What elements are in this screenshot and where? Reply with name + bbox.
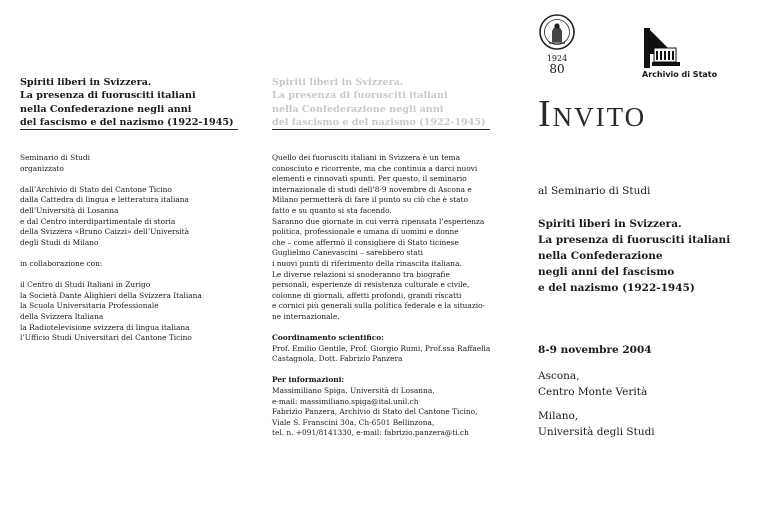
archive-label: Archivio di Stato <box>642 70 718 79</box>
text-line: della Svizzera «Bruno Caizzi» dell’Università <box>20 227 190 237</box>
text-line: conosciuto e ricorrente, ma che continua a darci nuovi <box>272 163 478 173</box>
text-line: colonne di giornali, affetti profondi, grandi riscatti <box>272 290 462 300</box>
text-line: tel. n. +091/8141330, e-mail: fabrizio.panzera@ti.ch <box>272 428 469 438</box>
spacer <box>272 365 490 376</box>
divider-rule <box>20 129 238 130</box>
coordination-heading: Coordinamento scientifico: <box>272 333 384 343</box>
text-line: in collaborazione con: <box>20 258 103 268</box>
anniversary-year: 1924 <box>546 54 568 63</box>
venue-place: Centro Monte Verità <box>538 386 648 398</box>
university-seal-logo <box>538 12 576 54</box>
info-heading: Per informazioni: <box>272 375 345 385</box>
text-line: dalla Cattedra di lingua e letteratura italiana <box>20 195 189 205</box>
seminar-title-faded <box>272 76 492 130</box>
title-line: La presenza di fuorusciti italiani <box>20 90 196 102</box>
text-line: Fabrizio Panzera, Archivio di Stato del Cantone Ticino, <box>272 407 478 417</box>
text-line: Quello dei fuorusciti italiani in Svizzera è un tema <box>272 153 460 162</box>
divider-rule <box>272 129 490 130</box>
middle-panel <box>272 0 492 515</box>
text-line: e cornici più generali sulla politica federale e la situazio- <box>272 301 486 311</box>
text-line: e dal Centro interdipartimentale di storia <box>20 216 176 226</box>
text-line: degli Studi di Milano <box>20 237 99 247</box>
text-line: elementi e rinnovati spunti. Per questo, il seminario <box>272 174 467 184</box>
spacer <box>20 248 202 259</box>
text-line: che – come affermò il consigliere di Stato ticinese <box>272 237 459 247</box>
spacer <box>20 174 202 185</box>
text-line: il Centro di Studi Italiani in Zurigo <box>20 280 151 290</box>
title-line: del fascismo e del nazismo (1922-1945) <box>272 117 486 129</box>
title-line: nella Confederazione negli anni <box>20 103 192 115</box>
text-line: Viale S. Franscini 30a, Ch-6501 Bellinzona, <box>272 417 435 427</box>
venue-city: Ascona, <box>538 370 580 382</box>
text-line: l’Ufficio Studi Universitari del Cantone Ticino <box>20 333 192 343</box>
text-line: Castagnola, Dott. Fabrizio Panzera <box>272 354 403 364</box>
text-line: Seminario di Studi <box>20 153 91 162</box>
text-line: Massimiliano Spiga, Università di Losanna, <box>272 386 435 396</box>
invito-heading <box>538 92 646 136</box>
title-line: negli anni del fascismo <box>538 266 675 278</box>
title-line: nella Confederazione <box>538 250 663 262</box>
title-line: e del nazismo (1922-1945) <box>538 282 695 294</box>
seminar-title-left <box>20 76 240 130</box>
text-line: organizzato <box>20 163 64 173</box>
title-line: Spiriti liberi in Svizzera. <box>20 77 152 88</box>
organizers-text <box>20 153 202 344</box>
left-panel <box>20 0 240 515</box>
seminar-label: al Seminario di Studi <box>538 185 651 197</box>
text-line: Saranno due giornate in cui verrà ripensata l’esperienza <box>272 216 485 226</box>
venue-place: Università degli Studi <box>538 426 655 438</box>
title-line: Spiriti liberi in Svizzera. <box>272 77 404 88</box>
text-line: personali, esperienze di resistenza culturale e civile, <box>272 280 470 290</box>
title-line: del fascismo e del nazismo (1922-1945) <box>20 117 234 129</box>
text-line: e-mail: massimiliano.spiga@ital.unil.ch <box>272 396 419 406</box>
spacer <box>272 323 490 334</box>
text-line: la Radiotelevisione svizzera di lingua italiana <box>20 322 190 332</box>
text-line: politica, professionale e umana di uomini e donne <box>272 227 459 237</box>
seminar-title <box>538 216 730 296</box>
title-line: nella Confederazione negli anni <box>272 103 444 115</box>
anniversary-number: 80 <box>549 62 565 76</box>
venue-milano <box>538 408 655 440</box>
right-panel <box>538 0 758 515</box>
text-line: dall’Archivio di Stato del Cantone Ticino <box>20 184 172 194</box>
event-date: 8-9 novembre 2004 <box>538 344 652 356</box>
spacer <box>20 270 202 281</box>
text-line: Milano permetterà di fare il punto su ciò che è stato <box>272 195 468 205</box>
venue-city: Milano, <box>538 410 579 422</box>
venue-ascona <box>538 368 647 400</box>
description-text <box>272 153 490 439</box>
archive-building-icon <box>642 26 682 70</box>
invito-text: Invito <box>538 93 647 135</box>
title-line: La presenza di fuorusciti italiani <box>272 90 448 102</box>
text-line: ne internazionale. <box>272 311 340 321</box>
text-line: dell’Università di Losanna <box>20 205 119 215</box>
text-line: la Società Dante Alighieri della Svizzera Italiana <box>20 290 202 300</box>
text-line: i nuovi punti di riferimento della rinascita italiana. <box>272 258 462 268</box>
text-line: Guglielmo Canevascini – sarebbero stati <box>272 248 424 258</box>
title-line: La presenza di fuorusciti italiani <box>538 234 731 246</box>
text-line: fatto e su quanto si sta facendo. <box>272 205 392 215</box>
text-line: della Svizzera Italiana <box>20 311 104 321</box>
title-line: Spiriti liberi in Svizzera. <box>538 218 682 230</box>
anniversary-mark <box>538 54 576 75</box>
text-line: Le diverse relazioni si snoderanno tra biografie <box>272 269 450 279</box>
text-line: internazionale di studi dell’8-9 novembre di Ascona e <box>272 184 472 194</box>
text-line: Prof. Emilio Gentile, Prof. Giorgio Rumi, Prof.ssa Raffaella <box>272 343 491 353</box>
text-line: la Scuola Universitaria Professionale <box>20 301 159 311</box>
